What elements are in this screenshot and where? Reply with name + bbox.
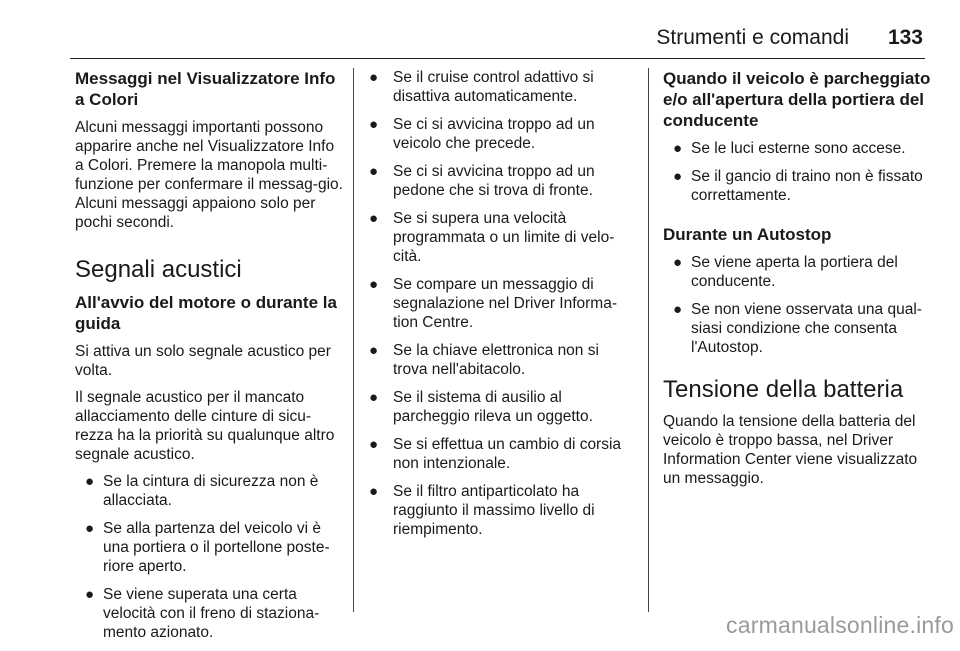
- column-divider-1: [353, 68, 354, 612]
- section-title-battery-voltage: Tensione della batteria: [663, 376, 904, 403]
- list-item: ● Se si supera una velocità programmata o un limite di velo-cità.: [369, 210, 615, 265]
- bullet-icon: ●: [369, 276, 379, 293]
- list-item: ● Se il sistema di ausilio al parcheggio rileva un oggetto.: [369, 389, 593, 425]
- list-item: ● Se alla partenza del veicolo vi è una portiera o il portellone poste-riore aperto.: [85, 520, 330, 575]
- list-item: ● Se si effettua un cambio di corsia non intenzionale.: [369, 436, 622, 472]
- page-number: 133: [887, 26, 923, 49]
- list-item: ● Se la cintura di sicurezza non è allacciata.: [85, 473, 319, 509]
- bullet-list-parked: [663, 139, 931, 205]
- list-item: ● Se viene superata una certa velocità con il freno di staziona-mento azionato.: [85, 586, 320, 641]
- bullet-icon: ●: [369, 163, 379, 180]
- list-item: ● Se compare un messaggio di segnalazione nel Driver Informa-tion Centre.: [369, 276, 617, 331]
- bullet-icon: ●: [369, 210, 379, 227]
- list-item: ● Se non viene osservata una qual-siasi condizione che consenta l'Autostop.: [673, 301, 922, 356]
- bullet-icon: ●: [85, 586, 95, 603]
- bullet-icon: ●: [369, 69, 379, 86]
- bullet-list-col1: [75, 472, 343, 642]
- list-item: ● Se il gancio di traino non è fissato correttamente.: [673, 168, 923, 204]
- list-item: ● Se il filtro antiparticolato ha raggiunto il massimo livello di riempimento.: [369, 483, 595, 538]
- bullet-icon: ●: [369, 483, 379, 500]
- paragraph-seatbelt-priority: Il segnale acustico per il mancato allacciamento delle cinture di sicu-rezza ha la priorità su qualunque altro segnale acustico.: [75, 389, 335, 463]
- paragraph-battery-voltage: Quando la tensione della batteria del veicolo è troppo bassa, nel Driver Information Center viene visualizzato un messaggio.: [663, 413, 918, 487]
- list-item: ● Se ci si avvicina troppo ad un pedone che si trova di fronte.: [369, 163, 595, 199]
- bullet-icon: ●: [673, 254, 683, 271]
- watermark: carmanualsonline.info: [726, 612, 954, 638]
- bullet-icon: ●: [369, 389, 379, 406]
- column-3: [663, 68, 931, 496]
- list-item: ● Se ci si avvicina troppo ad un veicolo che precede.: [369, 116, 595, 152]
- list-item: ● Se il cruise control adattivo si disattiva automaticamente.: [369, 69, 594, 105]
- bullet-list-col2: [367, 68, 635, 539]
- column-2: [367, 68, 635, 548]
- heading-parked-vehicle: Quando il veicolo è parcheggiato e/o all'apertura della portiera del conducente: [663, 69, 931, 130]
- bullet-icon: ●: [673, 168, 683, 185]
- heading-autostop: Durante un Autostop: [663, 225, 832, 244]
- list-item: ● Se la chiave elettronica non si trova nell'abitacolo.: [369, 342, 599, 378]
- header-title: Strumenti e comandi: [656, 26, 849, 49]
- bullet-icon: ●: [85, 473, 95, 490]
- list-item: ● Se viene aperta la portiera del conducente.: [673, 254, 898, 290]
- column-divider-2: [648, 68, 649, 612]
- paragraph-info-display: Alcuni messaggi importanti possono apparire anche nel Visualizzatore Info a Colori. Premere la manopola multi-funzione per confermare il messag-gio. Alcuni messaggi appaiono solo per pochi secondi.: [75, 119, 343, 231]
- list-item: ● Se le luci esterne sono accese.: [673, 140, 906, 157]
- bullet-icon: ●: [85, 520, 95, 537]
- heading-info-display-messages: Messaggi nel Visualizzatore Info a Colori: [75, 69, 336, 109]
- bullet-icon: ●: [369, 342, 379, 359]
- section-title-acoustic-signals: Segnali acustici: [75, 256, 242, 283]
- bullet-icon: ●: [369, 436, 379, 453]
- bullet-icon: ●: [673, 140, 683, 157]
- bullet-icon: ●: [673, 301, 683, 318]
- paragraph-single-signal: Si attiva un solo segnale acustico per volta.: [75, 343, 331, 379]
- bullet-list-autostop: [663, 253, 931, 357]
- heading-engine-start: All'avvio del motore o durante la guida: [75, 293, 337, 333]
- page-header: [70, 18, 925, 59]
- bullet-icon: ●: [369, 116, 379, 133]
- column-1: [75, 68, 343, 651]
